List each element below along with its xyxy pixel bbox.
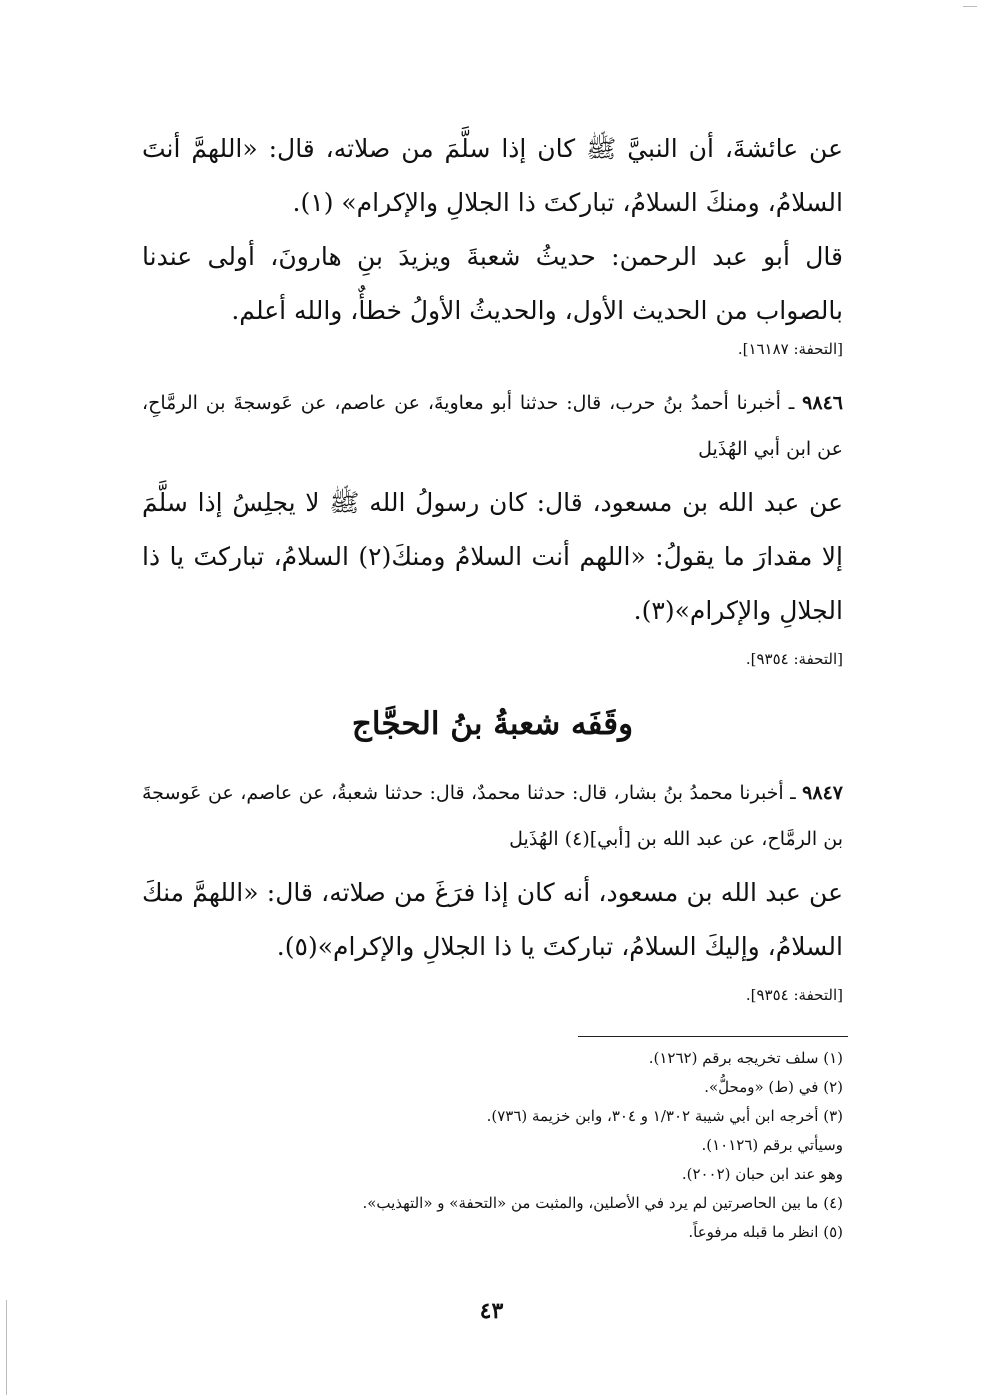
footnote: (٢) في (ط) «ومحلُّ». xyxy=(704,1078,843,1096)
hadith-number: ٩٨٤٦ xyxy=(802,392,843,414)
footnote: (٣) أخرجه ابن أبي شيبة ١/٣٠٢ و ٣٠٤، وابن خزيمة (٧٣٦). xyxy=(486,1107,843,1125)
section-heading: وقَفَه شعبةُ بنُ الحجَّاج xyxy=(351,706,634,742)
paragraph-ibn-masud-mawquf: عن عبد الله بن مسعود، أنه كان إذا فرَغَ من صلاته، قال: «اللهمَّ منكَ السلامُ، وإليكَ السلامُ، تباركتَ يا ذا الجلالِ والإكرام»(٥). xyxy=(142,878,843,961)
footnote: وسيأتي برقم (١٠١٢٦). xyxy=(701,1136,843,1154)
footnote: (٥) انظر ما قبله مرفوعاً. xyxy=(688,1223,843,1241)
hadith-chain-text: ـ أخبرنا محمدُ بنُ بشار، قال: حدثنا محمدٌ، قال: حدثنا شعبةُ، عن عاصم، عن عَوسجةَ بن الرمَّاح، عن عبد الله بن [أبي](٤) الهُذَيل xyxy=(142,782,843,850)
scan-corner-mark xyxy=(963,6,977,7)
tuhfa-reference: [التحفة: ٩٣٥٤]. xyxy=(745,650,843,668)
footnote-separator xyxy=(578,1036,848,1037)
paragraph-aisha-hadith: عن عائشةَ، أن النبيَّ ﷺ كان إذا سلَّمَ من صلاته، قال: «اللهمَّ أنتَ السلامُ، ومنكَ السلامُ، تباركتَ ذا الجلالِ والإكرام» (١). xyxy=(142,134,843,217)
paragraph-abu-abdulrahman-comment: قال أبو عبد الرحمن: حديثُ شعبةَ ويزيدَ بنِ هارونَ، أولى عندنا بالصواب من الحديث الأول، والحديثُ الأولُ خطأٌ، والله أعلم. xyxy=(142,242,843,325)
footnotes xyxy=(300,1044,843,1247)
footnote: (٤) ما بين الحاصرتين لم يرد في الأصلين، والمثبت من «التحفة» و «التهذيب». xyxy=(362,1194,843,1212)
tuhfa-reference: [التحفة: ٩٣٥٤]. xyxy=(745,986,843,1004)
paragraph-ibn-masud-hadith: عن عبد الله بن مسعود، قال: كان رسولُ الله ﷺ لا يجلِسُ إذا سلَّمَ إلا مقدارَ ما يقولُ: «اللهم أنت السلامُ ومنكَ(٢) السلامُ، تباركتَ يا ذا الجلالِ والإكرام»(٣). xyxy=(142,488,843,625)
tuhfa-reference: [التحفة: ١٦١٨٧]. xyxy=(737,340,843,358)
footnote: (١) سلف تخريجه برقم (١٢٦٢). xyxy=(648,1049,843,1067)
hadith-9847-chain xyxy=(142,770,843,862)
footnote: وهو عند ابن حبان (٢٠٠٢). xyxy=(681,1165,843,1183)
hadith-chain-text: ـ أخبرنا أحمدُ بنُ حرب، قال: حدثنا أبو معاويةَ، عن عاصم، عن عَوسجةَ بن الرمَّاحِ، عن ابن أبي الهُذَيل xyxy=(142,392,843,460)
hadith-number: ٩٨٤٧ xyxy=(802,782,843,804)
hadith-9846-chain xyxy=(142,380,843,472)
page-number: ٤٣ xyxy=(479,1298,504,1324)
